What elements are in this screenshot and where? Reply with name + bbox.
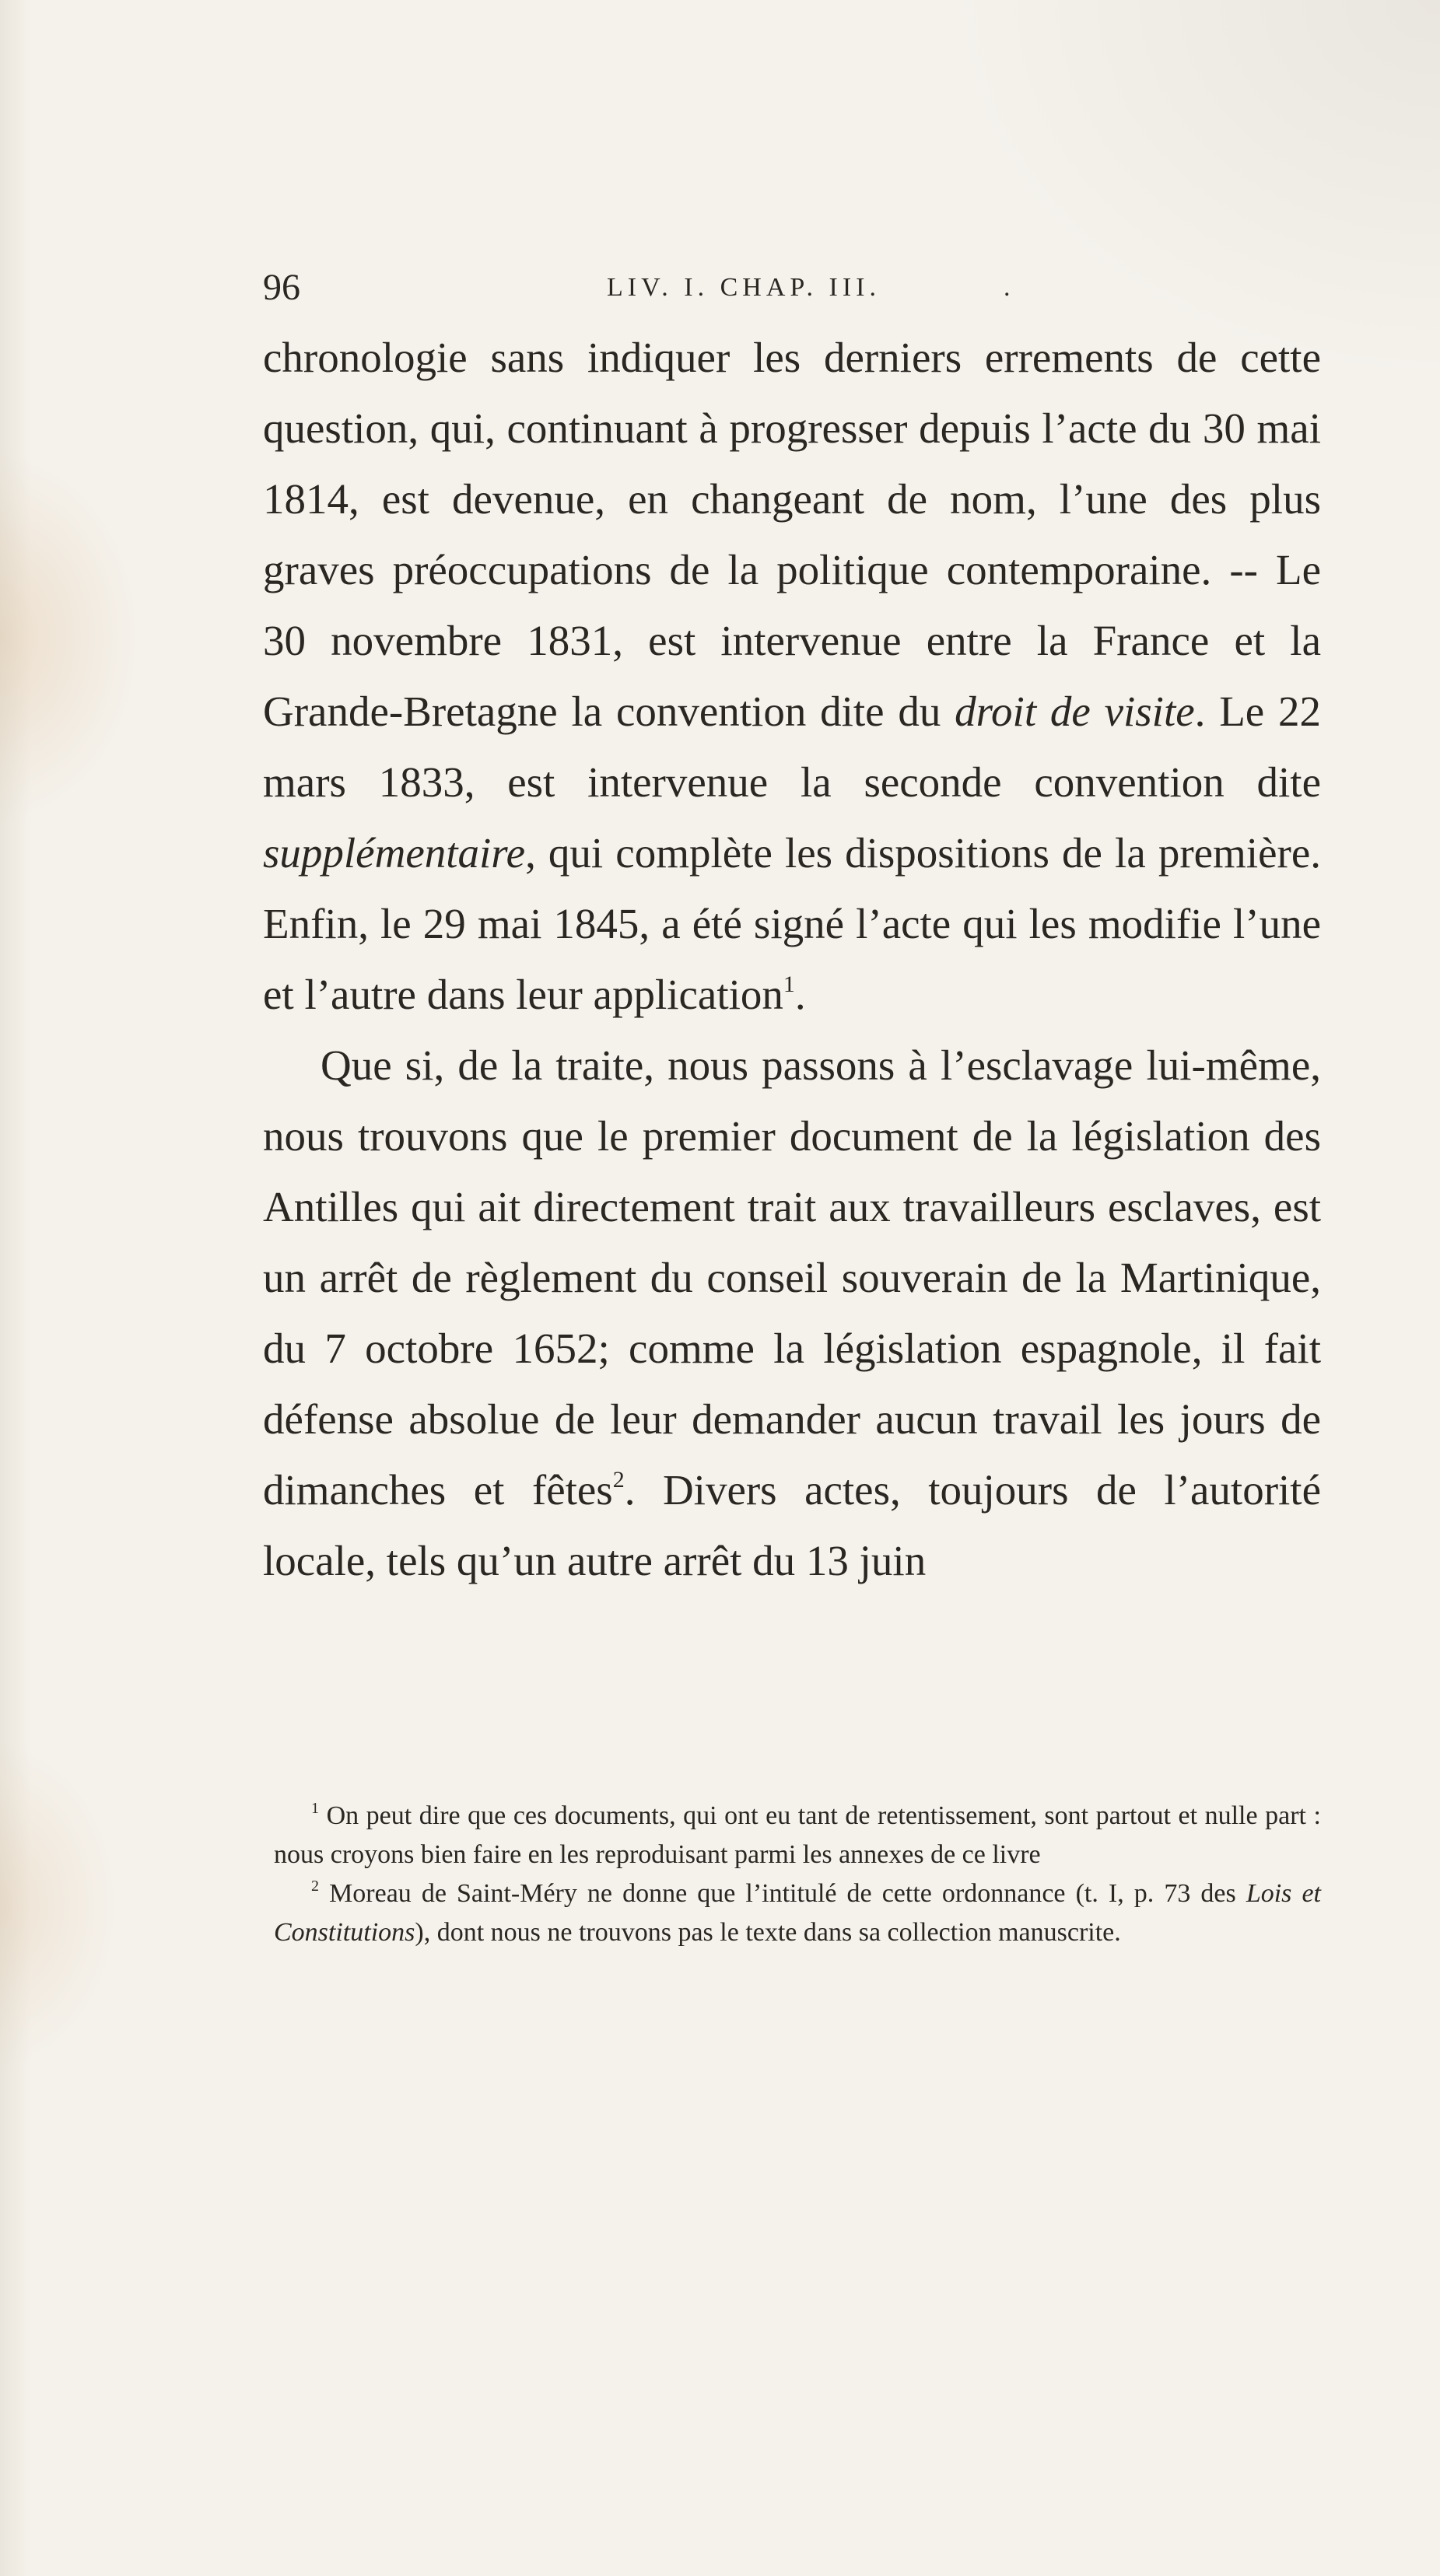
footnote-2-mark: 2 [311, 1878, 319, 1895]
footnote-2-text-b: ), dont nous ne trouvons pas le texte dans sa collection manuscrite. [415, 1918, 1121, 1947]
paragraph-1-text-d: . [794, 971, 806, 1018]
footnote-ref-1: 1 [783, 971, 795, 997]
paragraph-1-text-c: , qui complète les dispositions de la première. Enfin, le 29 mai 1845, a été signé l’acte qui les modifie l’une et l’autre dans leur application [263, 829, 1321, 1018]
footnote-2 [274, 1874, 1321, 1952]
paragraph-2-text-a: Que si, de la traite, nous passons à l’esclavage lui-même, nous trouvons que le premier document de la législation des Antilles qui ait directement trait aux travailleurs esclaves, est un arrêt de règlement du conseil souverain de la Martinique, du 7 octobre 1652; comme la législation espagnole, il fait défense absolue de leur demander aucun travail les jours de dimanches et fêtes [263, 1041, 1321, 1514]
running-head: LIV. I. CHAP. III. [607, 273, 881, 302]
footnote-1-mark: 1 [311, 1800, 319, 1817]
italic-supplementaire: supplémentaire [263, 829, 526, 877]
footnote-1-text: On peut dire que ces documents, qui ont eu tant de retentissement, sont partout et nulle part : nous croyons bien faire en les reproduisant parmi les annexes de ce livre [274, 1801, 1321, 1869]
body-text [263, 322, 1321, 1596]
footnotes [274, 1797, 1321, 1952]
header-dot: . [1004, 273, 1011, 302]
paragraph-2-text-b: . Divers actes, toujours de l’autorité locale, tels qu’un autre arrêt du 13 juin [263, 1466, 1321, 1584]
paragraph-1-text-a: chronologie sans indiquer les derniers errements de cette question, qui, continuant à progresser depuis l’acte du 30 mai 1814, est devenue, en changeant de nom, l’une des plus graves préoccupations de la politique contemporaine. -- Le 30 novembre 1831, est intervenue entre la France et la Grande-Bretagne la convention dite du [263, 334, 1321, 735]
page-header [263, 257, 1119, 319]
footnote-2-italic-title: Lois et Constitutions [274, 1879, 1321, 1947]
paragraph-2 [263, 1030, 1321, 1596]
page-number: 96 [263, 267, 300, 308]
footnote-ref-2: 2 [612, 1467, 625, 1493]
italic-droit-de-visite: droit de visite [955, 688, 1195, 735]
footnote-2-text-a: Moreau de Saint-Méry ne donne que l’intitulé de cette ordonnance (t. I, p. 73 des [329, 1879, 1246, 1908]
paragraph-1 [263, 322, 1321, 1030]
paragraph-1-text-b: . Le 22 mars 1833, est intervenue la seconde convention dite [263, 688, 1321, 806]
page-edge-shadow [0, 0, 31, 2576]
footnote-1 [274, 1797, 1321, 1874]
